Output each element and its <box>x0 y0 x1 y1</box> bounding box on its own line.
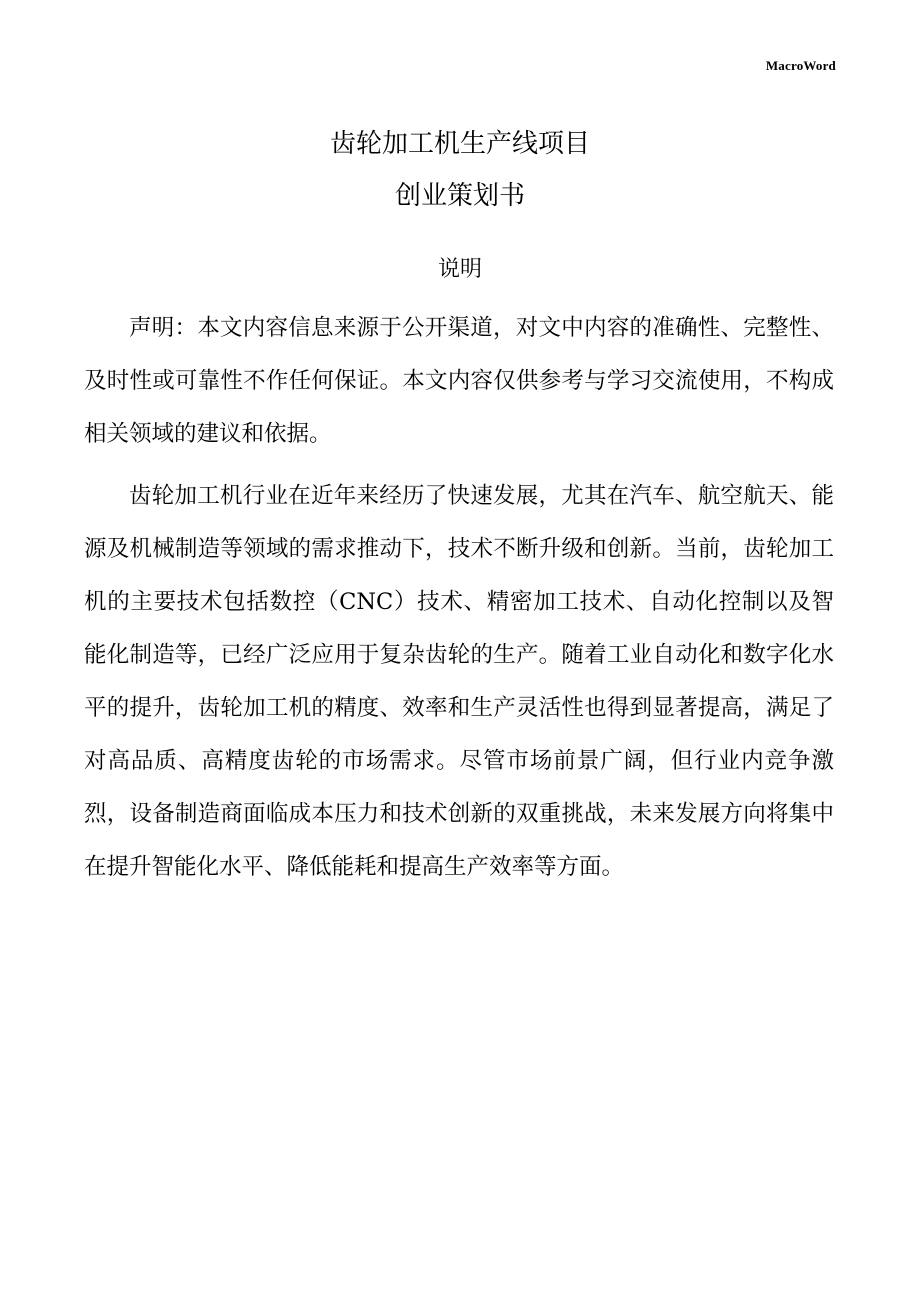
industry-paragraph: 齿轮加工机行业在近年来经历了快速发展，尤其在汽车、航空航天、能源及机械制造等领域的需求推动下，技术不断升级和创新。当前，齿轮加工机的主要技术包括数控（CNC）技术、精密加工技术、自动化控制以及智能化制造等，已经广泛应用于复杂齿轮的生产。随着工业自动化和数字化水平的提升，齿轮加工机的精度、效率和生产灵活性也得到显著提高，满足了对高品质、高精度齿轮的市场需求。尽管市场前景广阔，但行业内竞争激烈，设备制造商面临成本压力和技术创新的双重挑战，未来发展方向将集中在提升智能化水平、降低能耗和提高生产效率等方面。 <box>84 483 834 880</box>
disclaimer-paragraph: 声明：本文内容信息来源于公开渠道，对文中内容的准确性、完整性、及时性或可靠性不作任何保证。本文内容仅供参考与学习交流使用，不构成相关领域的建议和依据。 <box>84 315 834 447</box>
document-title <box>0 118 920 222</box>
header-brand: MacroWord <box>765 58 836 73</box>
title-line-1: 齿轮加工机生产线项目 <box>329 129 590 159</box>
section-heading: 说明 <box>437 257 482 282</box>
title-line-2: 创业策划书 <box>394 181 525 211</box>
